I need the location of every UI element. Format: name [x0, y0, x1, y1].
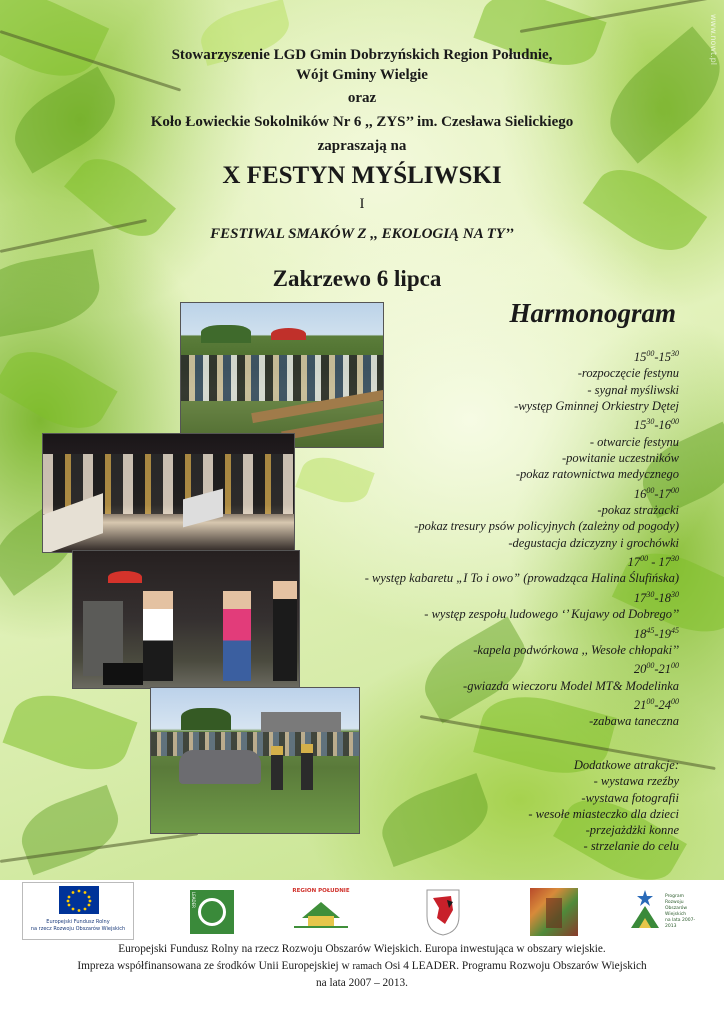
- extras-item: - wystawa rzeźby: [593, 774, 679, 789]
- time-hour: 24: [658, 698, 671, 713]
- time-hour: 15: [658, 350, 671, 365]
- schedule-item: - otwarcie festynu: [589, 434, 679, 449]
- eu-caption: na rzecz Rozwoju Obszarów Wiejskich: [30, 926, 126, 932]
- organizer-line: Koło Łowieckie Sokolników Nr 6 ,, ZYS’’ im. Czesława Sielickiego: [150, 114, 574, 130]
- time-hour: 17: [633, 590, 647, 605]
- conjunction: I: [359, 196, 365, 212]
- time-minute: 30: [671, 349, 679, 358]
- region-text: REGION POŁUDNIE: [292, 888, 350, 894]
- time-hour: 21: [633, 698, 647, 713]
- extras-item: - wesołe miasteczko dla dzieci: [528, 806, 679, 821]
- footer-line-part: ramach: [352, 960, 382, 972]
- time-hour: 17: [658, 486, 671, 501]
- car-shape: [179, 750, 261, 784]
- time-minute: 00: [646, 661, 655, 671]
- extras-list: [379, 757, 679, 855]
- footer-line: [0, 958, 724, 976]
- schedule-item: - sygnał myśliwski: [587, 382, 679, 397]
- umbrella-shape: [108, 571, 142, 583]
- griffin-shield-icon: [423, 888, 463, 936]
- time-minute: 30: [646, 417, 655, 427]
- time-minute: 00: [671, 485, 679, 495]
- time-minute: 00: [671, 661, 679, 671]
- schedule-time: $15^{30}-16^{00}$: [633, 417, 679, 433]
- leaf-decoration: [0, 249, 105, 341]
- eu-flag-icon: [23, 883, 133, 917]
- schedule-time: $16^{00}-17^{00}$: [633, 485, 679, 501]
- time-hour: 16: [633, 486, 647, 501]
- time-minute: 00: [646, 349, 655, 358]
- festival-title: FESTIWAL SMAKÓW Z ,, EKOLOGIĄ NA TY’’: [210, 226, 514, 242]
- schedule-time: $21^{00}-24^{00}$: [633, 697, 679, 713]
- prow-caption: Rozwoju: [665, 900, 684, 905]
- firefighter: [271, 746, 283, 790]
- invitation-line: zapraszają na: [317, 138, 407, 154]
- time-minute: 00: [646, 485, 655, 495]
- schedule-item: - występ zespołu ludowego ‘’ Kujawy od Dobrego’’: [424, 607, 679, 622]
- time-hour: 17: [658, 555, 671, 570]
- time-minute: 00: [646, 697, 655, 707]
- footer-line: Europejski Fundusz Rolny na rzecz Rozwoju Obszarów Wiejskich. Europa inwestująca w obszary wiejskie.: [118, 943, 606, 955]
- performer: [143, 591, 173, 681]
- time-minute: 00: [671, 697, 679, 707]
- schedule-time: $17^{30}-18^{30}$: [633, 589, 679, 605]
- footer-line-part: Osi 4 LEADER. Programu Rozwoju Obszarów Wiejskich: [384, 959, 647, 972]
- extras-heading: Dodatkowe atrakcje:: [573, 758, 679, 772]
- tree-shape: [181, 708, 231, 730]
- schedule-item: -powitanie uczestników: [562, 451, 679, 466]
- leaf-decoration: [13, 785, 127, 876]
- schedule-item: -kapela podwórkowa ,, Wesołe chłopaki’’: [473, 642, 679, 657]
- eu-flag-logo: [22, 882, 134, 940]
- time-hour: 20: [633, 662, 647, 677]
- speaker-box: [103, 663, 143, 685]
- extras-item: -wystawa fotografii: [581, 790, 679, 805]
- leaf-decoration: [3, 681, 138, 783]
- tower-icon: [546, 898, 562, 928]
- schedule-heading: Harmonogram: [509, 298, 676, 328]
- municipality-logo: [530, 888, 578, 936]
- schedule-time: $18^{45}-19^{45}$: [633, 625, 679, 641]
- watermark: www.nowt.pl: [709, 14, 718, 65]
- prow-emblem-icon: [625, 888, 665, 932]
- leader-emblem-icon: [198, 898, 226, 926]
- time-hour: 16: [658, 418, 671, 433]
- prow-caption: Wiejskich: [665, 912, 687, 917]
- prow-logo: [625, 888, 705, 938]
- firefighter: [301, 744, 313, 790]
- extras-item: -przejażdżki konne: [585, 823, 679, 838]
- time-hour: 18: [658, 590, 671, 605]
- schedule-item: -gwiazda wieczoru Model MT& Modelinka: [463, 678, 679, 693]
- prow-caption: Program: [665, 894, 684, 899]
- organizer-line: Wójt Gminy Wielgie: [296, 67, 428, 83]
- organizer-line: Stowarzyszenie LGD Gmin Dobrzyńskich Region Południe,: [171, 47, 553, 63]
- schedule-item: -zabawa taneczna: [589, 714, 679, 729]
- extras-item: - strzelanie do celu: [583, 839, 679, 854]
- umbrella-shape: [271, 328, 306, 340]
- schedule-item: - występ kabaretu „I To i owo” (prowadząca Halina Ślufińska): [364, 571, 679, 586]
- schedule-time: $20^{00}-21^{00}$: [633, 661, 679, 677]
- footer-line: na lata 2007 – 2013.: [316, 977, 408, 989]
- time-hour: 15: [633, 418, 647, 433]
- leader-text: LEADER: [191, 892, 196, 908]
- schedule-item: -występ Gminnej Orkiestry Dętej: [514, 399, 679, 414]
- region-logo: [290, 888, 352, 936]
- time-hour: 17: [627, 555, 641, 570]
- prow-caption: na lata 2007-2013: [665, 918, 696, 929]
- coat-of-arms-logo: [423, 888, 463, 936]
- schedule-item: -pokaz ratownictwa medycznego: [515, 467, 679, 482]
- time-hour: 15: [633, 350, 647, 365]
- leaf-decoration: [0, 337, 118, 444]
- leader-logo: [190, 890, 234, 934]
- time-hour: 19: [658, 626, 671, 641]
- organizer-line: oraz: [347, 90, 377, 106]
- schedule-item: -rozpoczęcie festynu: [577, 366, 679, 381]
- time-minute: 30: [646, 589, 655, 599]
- time-minute: 45: [671, 625, 679, 635]
- time-minute: 30: [671, 589, 679, 599]
- schedule-time: $17^{00} - 17^{30}$: [627, 554, 679, 570]
- footer-text: [0, 941, 724, 992]
- schedule-item: -pokaz tresury psów policyjnych (zależny od pogody): [414, 519, 679, 534]
- time-minute: 00: [671, 417, 679, 427]
- prow-caption: Obszarów: [665, 906, 688, 911]
- schedule-item: -degustacja dziczyzny i grochówki: [508, 535, 679, 550]
- event-title: X FESTYN MYŚLIWSKI: [222, 162, 502, 189]
- footer-line-part: Impreza współfinansowana ze środków Unii Europejskiej w: [77, 959, 350, 972]
- schedule-list: [239, 346, 679, 730]
- time-hour: 18: [633, 626, 647, 641]
- time-minute: 00: [640, 554, 649, 564]
- time-minute: 45: [646, 625, 655, 635]
- region-house-icon: [290, 894, 352, 928]
- time-hour: 21: [658, 662, 671, 677]
- schedule-item: -pokaz strażacki: [597, 503, 679, 518]
- place-date: Zakrzewo 6 lipca: [272, 266, 442, 291]
- time-minute: 30: [671, 554, 679, 564]
- tree-shape: [201, 325, 251, 343]
- sponsor-logos: [0, 880, 724, 940]
- eu-caption: Europejski Fundusz Rolny: [46, 919, 110, 925]
- schedule-time: $15^{00}-15^{30}$: [633, 349, 679, 365]
